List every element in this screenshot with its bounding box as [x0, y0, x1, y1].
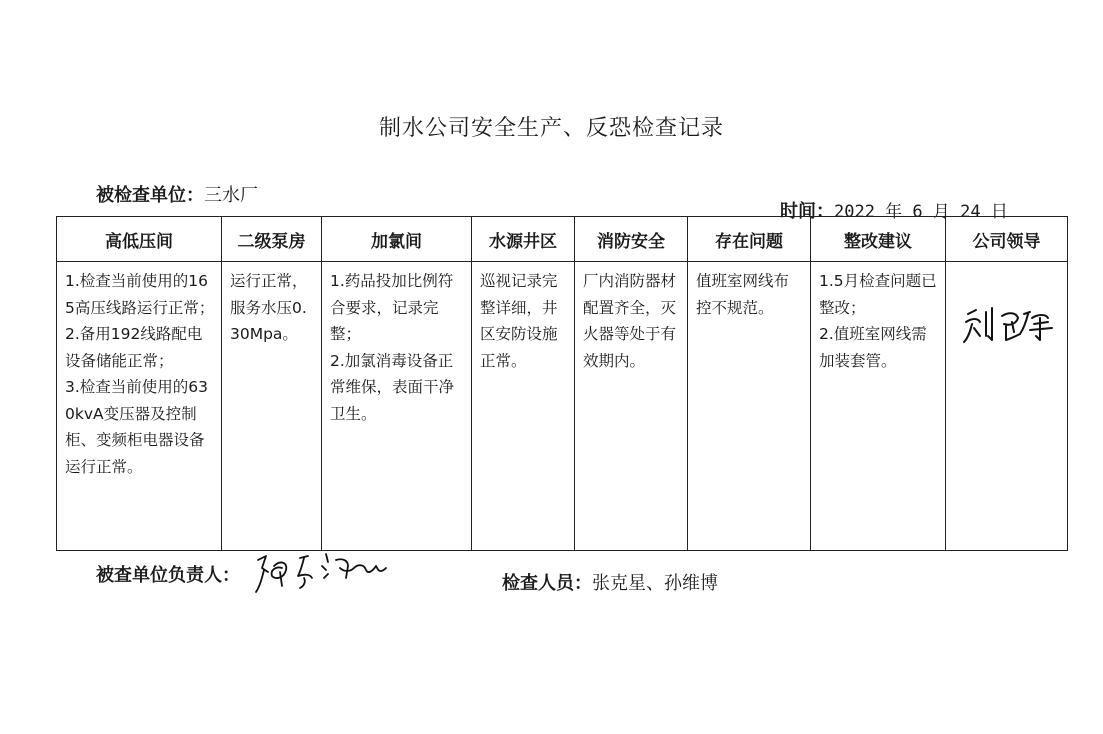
inspectors-value: 张克星、孙维博: [592, 573, 718, 594]
cell-line: 1.检查当前使用的165高压线路运行正常；: [65, 272, 215, 317]
cell-line: 3.检查当前使用的630kvA变压器及控制柜、变频柜电器设备运行正常。: [65, 378, 209, 476]
cell-line: 2.备用192线路配电设备储能正常；: [65, 325, 203, 370]
cell-rectification: [811, 262, 946, 551]
header-water-source-wells: 水源井区: [472, 217, 575, 262]
inspection-record-table: [56, 216, 1068, 551]
header-existing-problems: 存在问题: [688, 217, 811, 262]
document-title: 制水公司安全生产、反恐检查记录: [378, 116, 724, 141]
cell-secondary-pump-room: 运行正常，服务水压0.30Mpa。: [222, 262, 322, 551]
header-high-low-voltage: 高低压间: [57, 217, 222, 262]
cell-line: 2.值班室网线需加装套管。: [819, 325, 927, 370]
date-value: 2022 年 6 月 24 日: [834, 202, 1008, 222]
inspected-unit-label: 被检查单位：: [96, 185, 204, 206]
table-header-row: [57, 217, 1068, 262]
responsible-signature: [252, 548, 392, 594]
leader-signature: [958, 300, 1063, 350]
inspected-unit: [96, 181, 258, 207]
header-chlorination-room: 加氯间: [322, 217, 472, 262]
header-secondary-pump-room: 二级泵房: [222, 217, 322, 262]
cell-line: 1.5月检查问题已整改；: [819, 272, 937, 317]
date-label: 时间：: [780, 201, 834, 222]
inspected-unit-value: 三水厂: [204, 185, 258, 206]
header-fire-safety: 消防安全: [575, 217, 688, 262]
responsible-person-label: 被查单位负责人：: [96, 565, 240, 586]
cell-existing-problems: 值班室网线布控不规范。: [688, 262, 811, 551]
table-row: [57, 262, 1068, 551]
header-rectification: 整改建议: [811, 217, 946, 262]
cell-fire-safety: 厂内消防器材配置齐全，灭火器等处于有效期内。: [575, 262, 688, 551]
header-company-leader: 公司领导: [946, 217, 1068, 262]
cell-line: 1.药品投加比例符合要求，记录完整；: [330, 272, 454, 343]
cell-high-low-voltage: [57, 262, 222, 551]
inspectors: [502, 569, 718, 595]
cell-water-source-wells: 巡视记录完整详细，井区安防设施正常。: [472, 262, 575, 551]
cell-line: 2.加氯消毒设备正常维保，表面干净卫生。: [330, 351, 455, 423]
inspectors-label: 检查人员：: [502, 573, 592, 594]
cell-chlorination-room: [322, 262, 472, 551]
